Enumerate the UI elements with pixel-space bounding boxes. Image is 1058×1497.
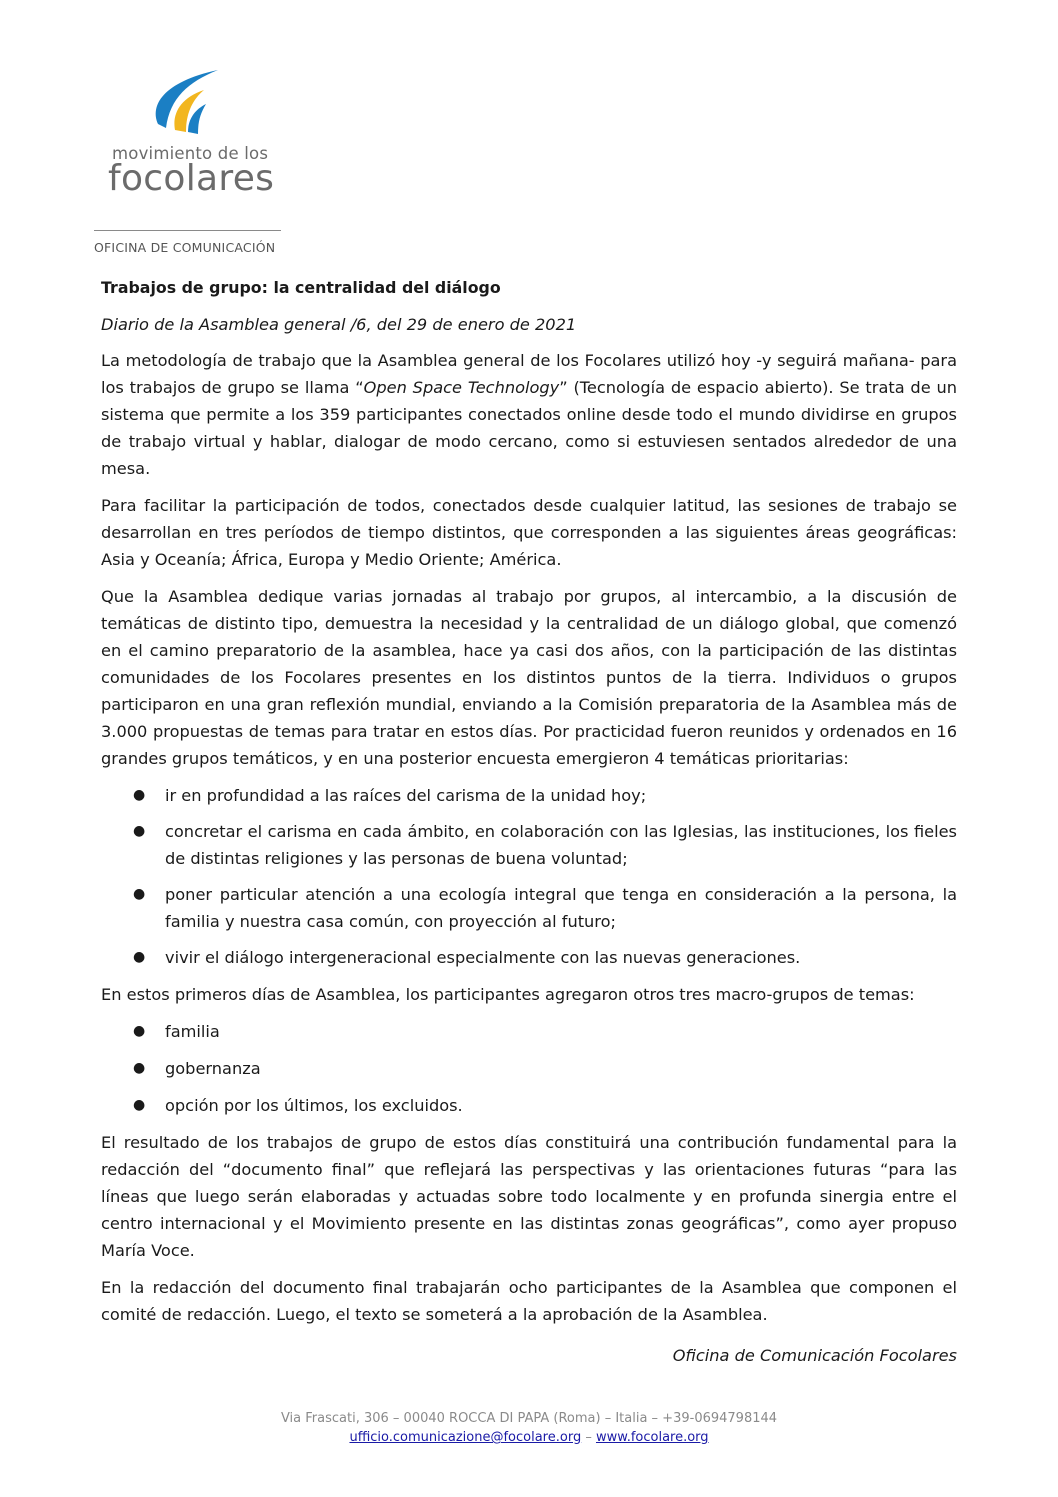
priority-themes-list [101, 782, 957, 971]
paragraph-1-part-b: ” (Tecnología de espacio abierto). Se trata de un sistema que permite a los 359 participantes conectados online desde todo el mundo dividirse en grupos de trabajo virtual y hablar, dialogar de modo cercano, como si estuviesen sentados alrededor de una mesa. [101, 378, 957, 478]
email-link[interactable]: ufficio.comunicazione@focolare.org [349, 1430, 582, 1445]
logo-text-small: movimiento de los [112, 144, 269, 163]
list-item-text: opción por los últimos, los excluidos. [165, 1096, 463, 1115]
list-item [101, 944, 957, 971]
focolares-logo [108, 68, 288, 218]
paragraph-2: Para facilitar la participación de todos, conectados desde cualquier latitud, las sesiones de trabajo se desarrollan en tres períodos de tiempo distintos, que corresponden a las siguientes áreas geográficas: Asia y Oceanía; África, Europa y Medio Oriente; América. [101, 496, 957, 569]
list-item-text: gobernanza [165, 1059, 261, 1078]
paragraph-1-part-a: La metodología de trabajo que la Asamblea general de los Focolares utilizó hoy -y seguirá mañana- para los trabajos de grupo se llama “ [101, 351, 957, 397]
bullet-icon: ● [133, 787, 146, 803]
list-item [101, 1055, 957, 1082]
bullet-icon: ● [133, 823, 146, 839]
paragraph-1 [101, 347, 957, 482]
list-item-text: familia [165, 1022, 220, 1041]
list-item-text: vivir el diálogo intergeneracional especialmente con las nuevas generaciones. [165, 948, 801, 967]
macro-groups-list [101, 1018, 957, 1119]
office-label: OFICINA DE COMUNICACIÓN [94, 240, 276, 255]
signature: Oficina de Comunicación Focolares [672, 1346, 957, 1365]
list-item-text: concretar el carisma en cada ámbito, en colaboración con las Iglesias, las instituciones, los fieles de distintas religiones y las personas de buena voluntad; [165, 822, 957, 868]
list-item [101, 818, 957, 872]
list-item [101, 782, 957, 809]
list-item [101, 881, 957, 935]
logo-text-large: focolares [108, 158, 275, 199]
footer-address: Via Frascati, 306 – 00040 ROCCA DI PAPA (Roma) – Italia – +39-0694798144 [280, 1411, 778, 1426]
focolares-logo-icon [148, 68, 228, 140]
paragraph-4: En estos primeros días de Asamblea, los participantes agregaron otros tres macro-grupos de temas: [101, 985, 915, 1004]
bullet-icon: ● [133, 886, 146, 902]
article-title: Trabajos de grupo: la centralidad del diálogo [101, 278, 501, 297]
bullet-icon: ● [133, 1097, 146, 1113]
paragraph-6: En la redacción del documento final trabajarán ocho participantes de la Asamblea que componen el comité de redacción. Luego, el texto se someterá a la aprobación de la Asamblea. [101, 1278, 957, 1324]
header-divider [94, 230, 281, 231]
list-item-text: poner particular atención a una ecología integral que tenga en consideración a la persona, la familia y nuestra casa común, con proyección al futuro; [165, 885, 957, 931]
list-item [101, 1018, 957, 1045]
paragraph-5: El resultado de los trabajos de grupo de estos días constituirá una contribución fundamental para la redacción del “documento final” que reflejará las perspectivas y las orientaciones futuras “para las líneas que luego serán elaboradas y actuadas sobre todo localmente y en profunda sinergia entre el centro internacional y el Movimiento presente en las distintas zonas geográficas”, como ayer propuso María Voce. [101, 1133, 957, 1260]
paragraph-1-emphasis: Open Space Technology [363, 378, 560, 397]
footer-links [0, 1428, 1058, 1447]
bullet-icon: ● [133, 949, 146, 965]
website-link[interactable]: www.focolare.org [595, 1430, 709, 1445]
paragraph-3: Que la Asamblea dedique varias jornadas al trabajo por grupos, al intercambio, a la discusión de temáticas de distinto tipo, demuestra la necesidad y la centralidad de un diálogo global, que comenzó en el camino preparatorio de la asamblea, hace ya casi dos años, con la participación de las distintas comunidades de los Focolares presentes en los distintos puntos de la tierra. Individuos o grupos participaron en una gran reflexión mundial, enviando a la Comisión preparatoria de la Asamblea más de 3.000 propuestas de temas para tratar en estos días. Por practicidad fueron reunidos y ordenados en 16 grandes grupos temáticos, y en una posterior encuesta emergieron 4 temáticas prioritarias: [101, 587, 957, 768]
bullet-icon: ● [133, 1023, 146, 1039]
footer-separator: – [585, 1430, 592, 1445]
list-item [101, 1092, 957, 1119]
list-item-text: ir en profundidad a las raíces del carisma de la unidad hoy; [165, 786, 647, 805]
bullet-icon: ● [133, 1060, 146, 1076]
article-subtitle: Diario de la Asamblea general /6, del 29 de enero de 2021 [101, 315, 577, 334]
footer [0, 1409, 1058, 1447]
article-body [101, 274, 957, 1369]
